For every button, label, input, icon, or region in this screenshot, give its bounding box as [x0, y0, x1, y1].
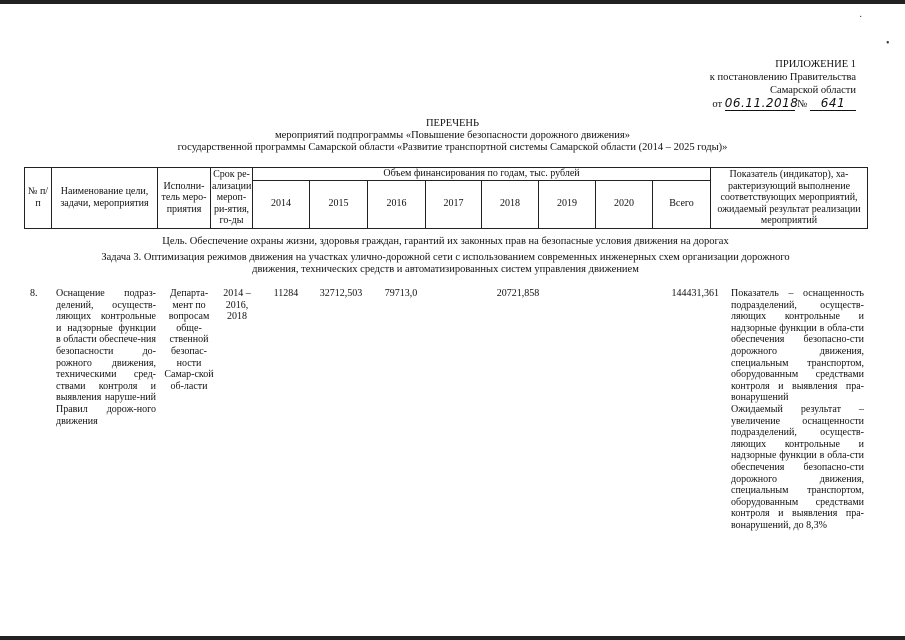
goal-text: Цель. Обеспечение охраны жизни, здоровья граждан, гарантий их законных прав на безопасные условия движения на дорогах	[162, 236, 729, 247]
row-value-2014: 11284	[273, 288, 299, 299]
row-value-2018: 20721,858	[496, 288, 540, 299]
header-year: 2019	[539, 180, 596, 228]
header-name: Наименование цели, задачи, мероприятия	[52, 168, 158, 229]
appendix-block	[710, 58, 856, 111]
funding-table-header	[24, 167, 868, 229]
header-funding: Объем финансирования по годам, тыс. рублей	[253, 168, 711, 181]
appendix-from: от	[712, 99, 723, 110]
header-year: 2018	[482, 180, 539, 228]
header-executor: Исполни-тель меро-приятия	[158, 168, 211, 229]
header-year: 2014	[253, 180, 310, 228]
row-expected-result: Ожидаемый результат – увеличение оснащенности подразделений, осуществ-ляющих контрольные и надзорные функции в обла-сти обеспечения безопасно-сти дорожного движения, специальным транспортом, оборудованным средствами контроля и выявления пра-вонарушений, до 8,3%	[731, 403, 864, 531]
row-value-2015: 32712,503	[319, 288, 363, 299]
task-text-line1: Задача 3. Оптимизация режимов движения на участках улично-дорожной сети с использованием современных инженерных схем организации дорожного	[101, 252, 790, 263]
row-activity-name: Оснащение подраз-делений, осуществ-ляющих контрольные и надзорные функции в области обеспече-ния безопасности до-рожного движения, техническими сред-ствами контроля и выявления наруше-ний Правил дорож-ного движения	[56, 288, 156, 427]
header-year: 2015	[310, 180, 368, 228]
row-value-2016: 79713,0	[384, 288, 418, 299]
header-indicator: Показатель (индикатор), ха-рактеризующий выполнение соответствующих мероприятий, ожидаемый результат реализации мероприятий	[711, 168, 868, 229]
header-year: 2017	[426, 180, 482, 228]
appendix-date-line	[710, 97, 856, 111]
header-num: № п/п	[25, 168, 52, 229]
appendix-number-sign: №	[797, 99, 808, 110]
scan-speck: ·	[859, 12, 863, 23]
appendix-title: ПРИЛОЖЕНИЕ 1	[775, 59, 856, 70]
row-number: 8.	[30, 288, 38, 299]
appendix-number: 641	[810, 97, 856, 111]
document-program: государственной программы Самарской области «Развитие транспортной системы Самарской области (2014 – 2025 годы)»	[177, 142, 728, 153]
scan-speck-side: •	[886, 38, 890, 49]
row-indicator-cell	[731, 288, 864, 531]
appendix-date: 06.11.2018	[724, 96, 799, 110]
row-value-total: 144431,361	[671, 288, 719, 299]
appendix-line-region: Самарской области	[770, 85, 856, 96]
header-year: 2016	[368, 180, 426, 228]
header-total: Всего	[653, 180, 711, 228]
row-executor: Департа-мент по вопросам обще-ственной безопас-ности Самар-ской об-ласти	[164, 288, 214, 392]
task-text-line2: движения, технических средств и автоматизированных систем управления движением	[252, 264, 639, 275]
scan-bottom-edge	[0, 636, 905, 640]
appendix-line-decree: к постановлению Правительства	[709, 72, 856, 83]
row-term: 2014 – 2016, 2018	[223, 288, 251, 323]
document-subtitle: мероприятий подпрограммы «Повышение безопасности дорожного движения»	[275, 130, 630, 141]
header-term: Срок ре-ализации мероп-ри-ятия, го-ды	[212, 169, 252, 226]
header-year: 2020	[596, 180, 653, 228]
row-indicator: Показатель – оснащенность подразделений, осуществ-ляющих контрольные и надзорные функции в обла-сти обеспечения безопасно-сти дорожного движения, специальным транспортом, оборудованным средствами контроля и выявления пра-вонарушений	[731, 288, 864, 404]
scan-top-edge	[0, 0, 905, 4]
document-title: ПЕРЕЧЕНЬ	[425, 118, 480, 129]
